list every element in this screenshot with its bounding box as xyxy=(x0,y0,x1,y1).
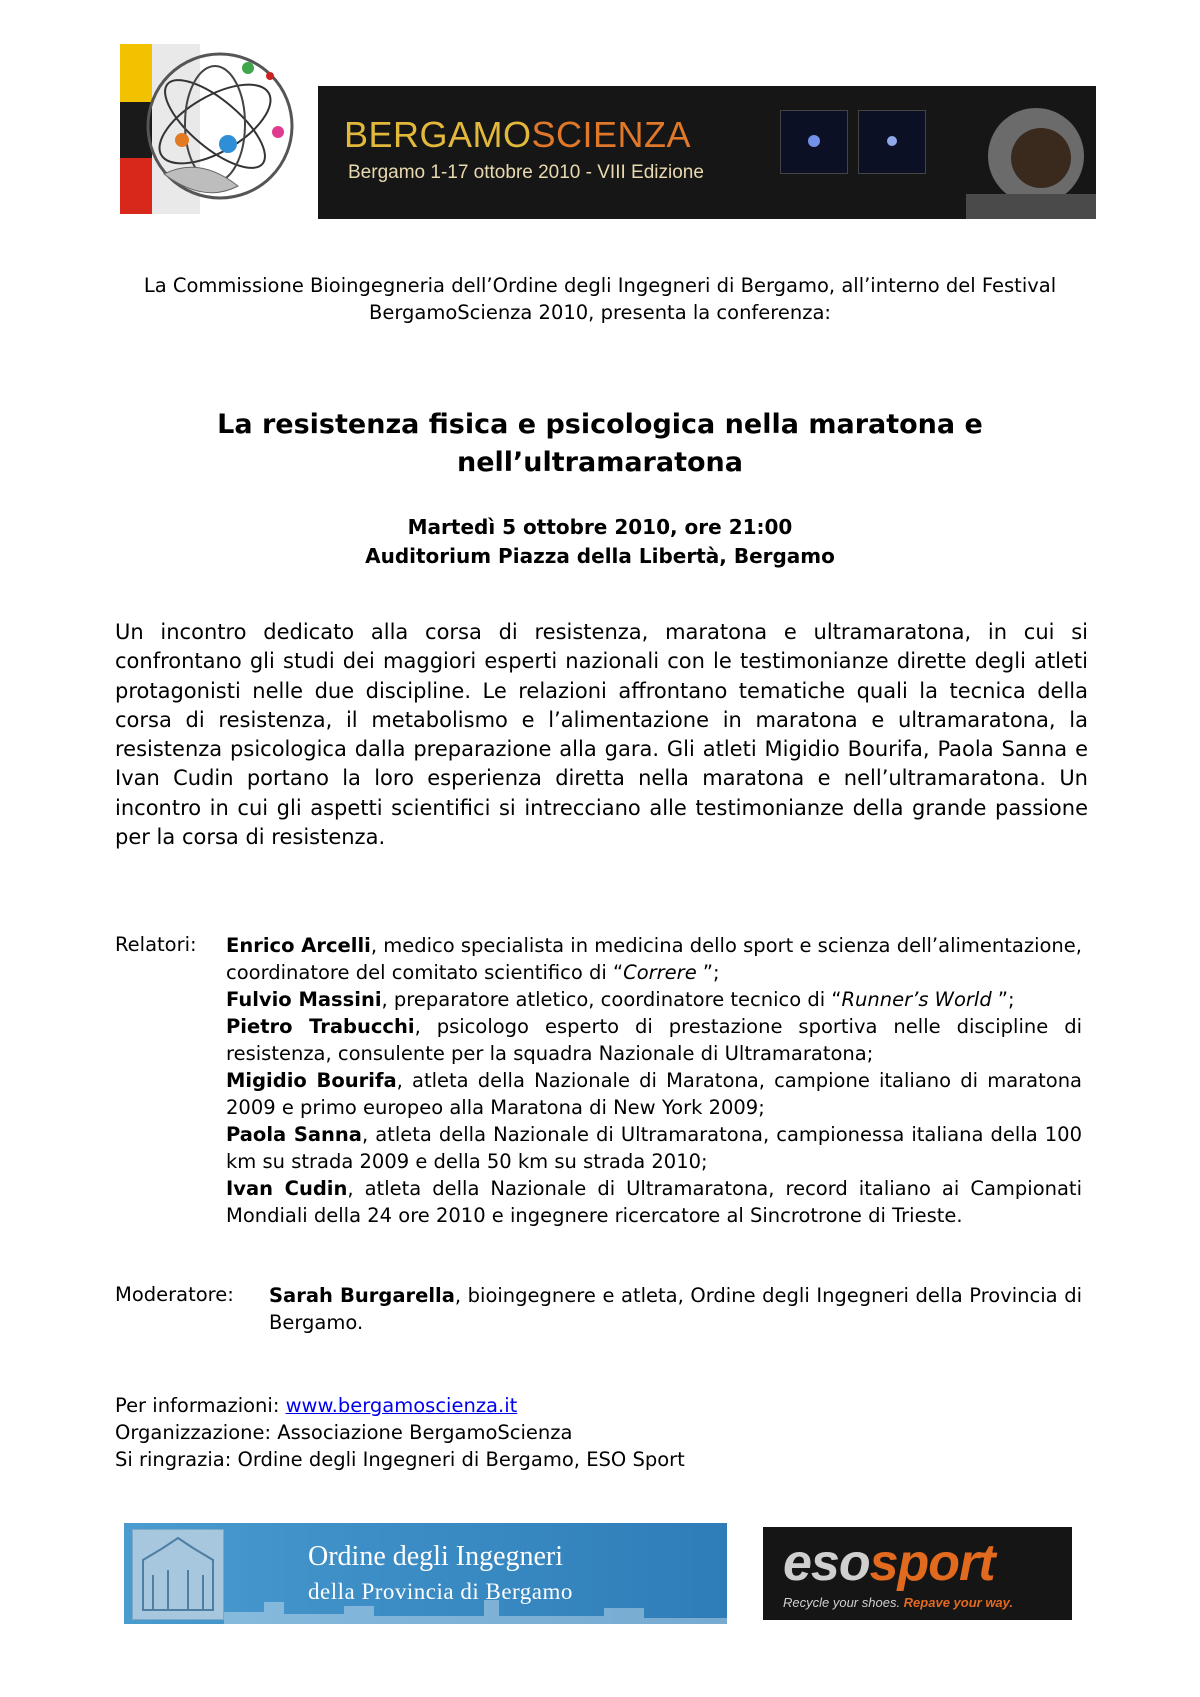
speaker-item: Migidio Bourifa, atleta della Nazionale di Maratona, campione italiano di maratona 2009 e primo europeo alla Maratona di New York 2009; xyxy=(226,1069,1082,1119)
galaxy-image xyxy=(858,110,926,174)
event-date: Martedì 5 ottobre 2010, ore 21:00 xyxy=(407,515,793,539)
banner-subtitle: Bergamo 1-17 ottobre 2010 - VIII Edizione xyxy=(348,162,704,183)
speakers-label: Relatori: xyxy=(115,933,197,956)
title-line: nell’ultramaratona xyxy=(456,447,743,478)
speaker-item: Pietro Trabucchi, psicologo esperto di prestazione sportiva nelle discipline di resistenza, consulente per la squadra Nazionale di Ultramaratona; xyxy=(226,1015,1082,1065)
banner-title: BERGAMOSCIENZA xyxy=(344,114,692,155)
info-line: Per informazioni: www.bergamoscienza.it xyxy=(115,1394,518,1417)
esosport-logo xyxy=(763,1527,1072,1620)
speaker-item: Paola Sanna, atleta della Nazionale di Ultramaratona, campionessa italiana della 100 km su strada 2009 e della 50 km su strada 2010; xyxy=(226,1123,1082,1173)
info-block xyxy=(115,1392,685,1473)
event-description: Un incontro dedicato alla corsa di resistenza, maratona e ultramaratona, in cui si confrontano gli studi dei maggiori esperti nazionali con le testimonianze dirette degli atleti protagonisti nelle due discipline. Le relazioni affrontano tematiche quali la tecnica della corsa di resistenza, il metabolismo e l’alimentazione in maratona e ultramaratona, la resistenza psicologica dalla preparazione alla gara. Gli atleti Migidio Bourifa, Paola Sanna e Ivan Cudin portano la loro esperienza diretta nella maratona e nell’ultramaratona. Un incontro in cui gli aspetti scientifici si intrecciano alle testimonianze della grande passione per la corsa di resistenza. xyxy=(115,620,1088,850)
moderator-text: Sarah Burgarella, bioingegnere e atleta, Ordine degli Ingegneri della Provincia di Bergamo. xyxy=(269,1284,1083,1334)
engraving-image xyxy=(132,1529,224,1620)
event-place: Auditorium Piazza della Libertà, Bergamo xyxy=(365,544,835,568)
conference-title xyxy=(150,406,1050,482)
moderator-name: Sarah Burgarella xyxy=(269,1284,455,1307)
speaker-item: Ivan Cudin, atleta della Nazionale di Ultramaratona, record italiano ai Campionati Mondiali della 24 ore 2010 e ingegnere ricercatore al Sincrotrone di Trieste. xyxy=(226,1177,1082,1227)
esosport-tagline: Recycle your shoes. Repave your way. xyxy=(783,1595,1014,1610)
title-line: La resistenza fisica e psicologica nella maratona e xyxy=(217,409,983,440)
ordine-ingegneri-logo xyxy=(124,1523,727,1624)
speaker-item: Enrico Arcelli, medico specialista in medicina dello sport e scienza dell’alimentazione, coordinatore del comitato scientifico di “Correre ”; xyxy=(226,934,1082,984)
ordine-line2: della Provincia di Bergamo xyxy=(308,1579,573,1604)
intro-line: BergamoScienza 2010, presenta la conferenza: xyxy=(369,301,831,324)
website-link[interactable]: www.bergamoscienza.it xyxy=(285,1394,518,1417)
thanks-line: Si ringrazia: Ordine degli Ingegneri di Bergamo, ESO Sport xyxy=(115,1448,685,1471)
bergamoscienza-logo-mark xyxy=(120,44,310,214)
bergamoscienza-banner xyxy=(318,86,1096,219)
astronaut-image xyxy=(946,86,1096,219)
intro-text xyxy=(118,272,1082,326)
speakers-list xyxy=(226,932,1082,1229)
ordine-line1: Ordine degli Ingegneri xyxy=(308,1541,564,1572)
intro-line: La Commissione Bioingegneria dell’Ordine degli Ingegneri di Bergamo, all’interno del Festival xyxy=(143,274,1057,297)
speaker-item: Fulvio Massini, preparatore atletico, coordinatore tecnico di “Runner’s World ”; xyxy=(226,988,1015,1011)
esosport-wordmark: esosport xyxy=(783,1534,995,1592)
galaxy-image xyxy=(780,110,848,174)
event-details xyxy=(200,513,1000,571)
moderator-label: Moderatore: xyxy=(115,1283,234,1306)
organization-line: Organizzazione: Associazione BergamoScienza xyxy=(115,1421,573,1444)
